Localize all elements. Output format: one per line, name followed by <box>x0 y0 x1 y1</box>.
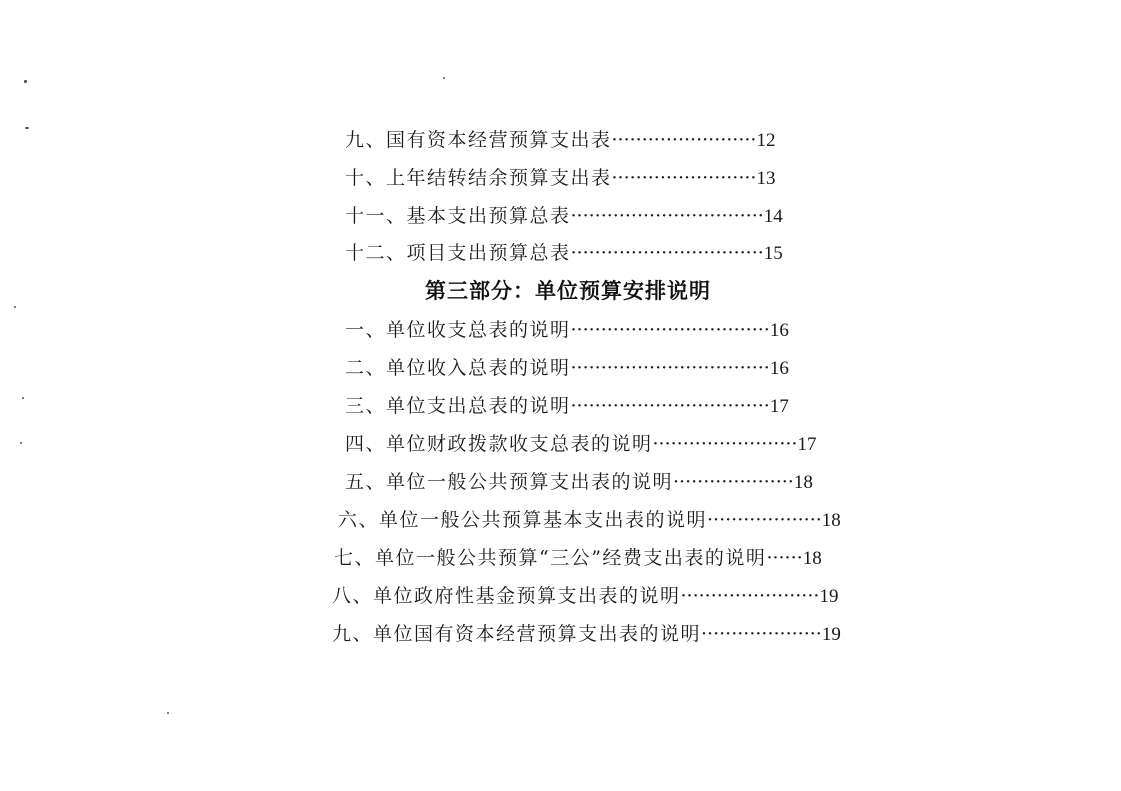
toc-entry-title: 十一、基本支出预算总表 <box>345 205 571 227</box>
toc-entry-title: 五、单位一般公共预算支出表的说明 <box>345 471 674 493</box>
toc-entry[interactable] <box>345 240 783 266</box>
toc-leader-dots: ······ <box>766 547 803 569</box>
toc-entry[interactable] <box>345 127 775 153</box>
toc-page-number: 14 <box>763 206 783 227</box>
section-heading: 第三部分：单位预算安排说明 <box>425 279 711 303</box>
toc-leader-dots: ···················· <box>673 471 794 493</box>
scan-speck <box>443 77 445 79</box>
toc-page-number: 17 <box>797 434 817 455</box>
toc-entry[interactable] <box>345 203 783 229</box>
toc-entry-title: 十二、项目支出预算总表 <box>345 242 571 264</box>
toc-entry-title: 四、单位财政拨款收支总表的说明 <box>345 433 653 455</box>
toc-entry[interactable] <box>345 431 816 457</box>
toc-entry[interactable] <box>345 469 813 495</box>
toc-entry[interactable] <box>332 621 841 647</box>
toc-entry[interactable] <box>332 583 838 609</box>
toc-entry-title: 九、单位国有资本经营预算支出表的说明 <box>332 623 702 645</box>
toc-leader-dots: ································· <box>570 357 770 379</box>
toc-page-number: 16 <box>769 320 789 341</box>
toc-leader-dots: ························ <box>611 167 757 189</box>
toc-page-number: 15 <box>763 243 783 264</box>
toc-leader-dots: ···················· <box>701 623 822 645</box>
scan-speck <box>20 442 22 444</box>
toc-page-number: 12 <box>756 130 776 151</box>
toc-leader-dots: ································ <box>570 242 764 264</box>
toc-page-number: 19 <box>819 586 839 607</box>
toc-entry-title: 六、单位一般公共预算基本支出表的说明 <box>338 509 708 531</box>
toc-page-number: 18 <box>802 548 822 569</box>
toc-entry[interactable] <box>345 317 789 343</box>
toc-entry-title: 七、单位一般公共预算“三公”经费支出表的说明 <box>334 547 767 569</box>
toc-leader-dots: ································· <box>570 395 770 417</box>
toc-page-number: 18 <box>793 472 813 493</box>
toc-entry-title: 一、单位收支总表的说明 <box>345 319 571 341</box>
toc-leader-dots: ································· <box>570 319 770 341</box>
toc-leader-dots: ························ <box>611 129 757 151</box>
scan-speck <box>14 306 16 308</box>
toc-leader-dots: ······················· <box>680 585 820 607</box>
toc-entry[interactable] <box>338 507 841 533</box>
toc-entry-title: 三、单位支出总表的说明 <box>345 395 571 417</box>
scan-speck <box>25 127 29 129</box>
toc-leader-dots: ································ <box>570 205 764 227</box>
toc-entry-title: 十、上年结转结余预算支出表 <box>345 167 612 189</box>
toc-entry[interactable] <box>345 393 789 419</box>
toc-page-number: 16 <box>769 358 789 379</box>
toc-page-number: 19 <box>821 624 841 645</box>
toc-entry[interactable] <box>345 355 789 381</box>
toc-entry-title: 二、单位收入总表的说明 <box>345 357 571 379</box>
toc-leader-dots: ························ <box>652 433 798 455</box>
toc-page-number: 13 <box>756 168 776 189</box>
scan-speck <box>22 397 24 399</box>
toc-entry[interactable] <box>345 165 775 191</box>
toc-entry[interactable] <box>334 545 822 571</box>
toc-page-number: 17 <box>769 396 789 417</box>
scan-speck <box>167 712 169 714</box>
scan-speck <box>24 80 27 83</box>
toc-entry-title: 八、单位政府性基金预算支出表的说明 <box>332 585 681 607</box>
toc-entry-title: 九、国有资本经营预算支出表 <box>345 129 612 151</box>
toc-leader-dots: ··················· <box>707 509 822 531</box>
toc-page-number: 18 <box>821 510 841 531</box>
